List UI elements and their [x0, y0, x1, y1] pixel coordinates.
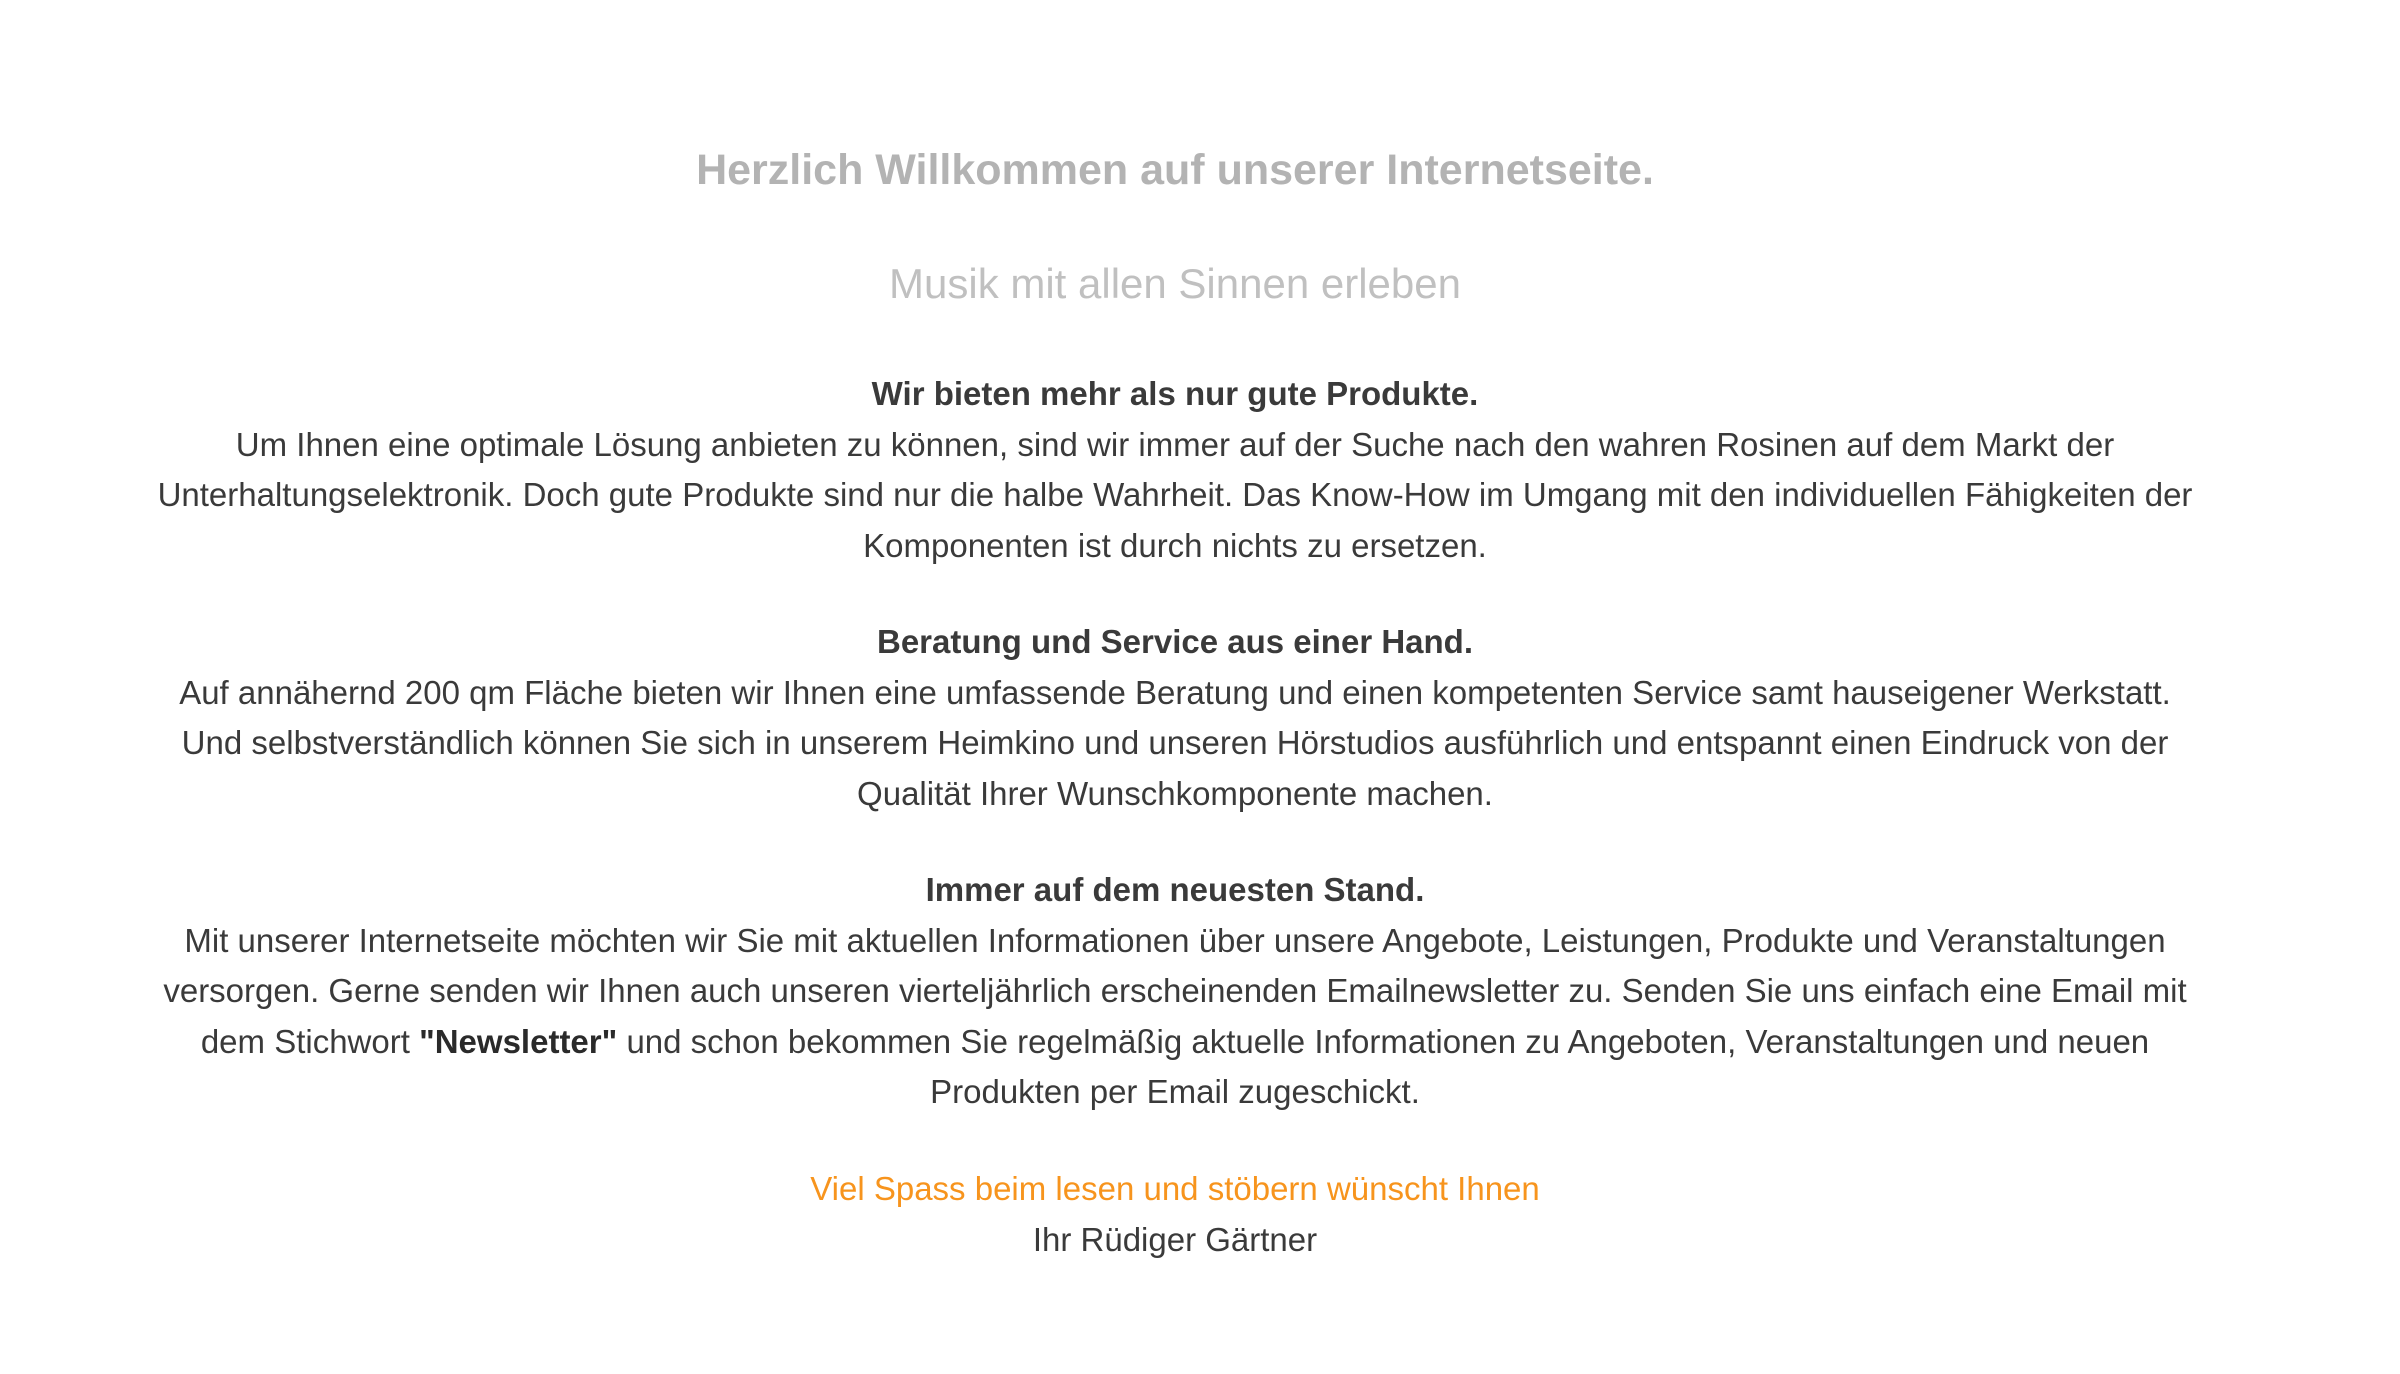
signature: Ihr Rüdiger Gärtner	[1032, 1221, 1318, 1258]
section-newsletter	[150, 865, 2200, 1118]
section-heading: Wir bieten mehr als nur gute Produkte.	[871, 375, 1479, 412]
welcome-title: Herzlich Willkommen auf unserer Internetseite.	[696, 146, 1654, 194]
tagline: Musik mit allen Sinnen erleben	[889, 260, 1461, 307]
section-body-text: und schon bekommen Sie regelmäßig aktuelle Informationen zu Angeboten, Veranstaltungen und neuen Produkten per Email zugeschickt.	[617, 1022, 2150, 1110]
section-body-text: Mit unserer Internetseite möchten wir Sie mit aktuellen Informationen über unsere Angebote, Leistungen, Produkte und Veranstaltungen versorgen. Gerne senden wir Ihnen auch unseren vierteljährlich erscheinenden Emailnewsletter zu. Senden Sie uns einfach eine Email mit dem Stichwort	[163, 921, 2187, 1060]
newsletter-keyword: "Newsletter"	[419, 1022, 618, 1060]
section-body	[150, 916, 2200, 1118]
section-heading: Immer auf dem neuesten Stand.	[925, 871, 1425, 908]
section-service	[150, 617, 2200, 819]
closing-greeting: Viel Spass beim lesen und stöbern wünscht Ihnen	[810, 1170, 1540, 1207]
section-heading: Beratung und Service aus einer Hand.	[877, 623, 1473, 660]
section-products	[150, 369, 2200, 571]
section-body: Auf annähernd 200 qm Fläche bieten wir Ihnen eine umfassende Beratung und einen kompetenten Service samt hauseigener Werkstatt. Und selbstverständlich können Sie sich in unserem Heimkino und unseren Hörstudios ausführlich und entspannt einen Eindruck von der Qualität Ihrer Wunschkomponente machen.	[179, 673, 2171, 812]
section-body: Um Ihnen eine optimale Lösung anbieten zu können, sind wir immer auf der Suche nach den wahren Rosinen auf dem Markt der Unterhaltungselektronik. Doch gute Produkte sind nur die halbe Wahrheit. Das Know-How im Umgang mit den individuellen Fähigkeiten der Komponenten ist durch nichts zu ersetzen.	[157, 425, 2193, 564]
